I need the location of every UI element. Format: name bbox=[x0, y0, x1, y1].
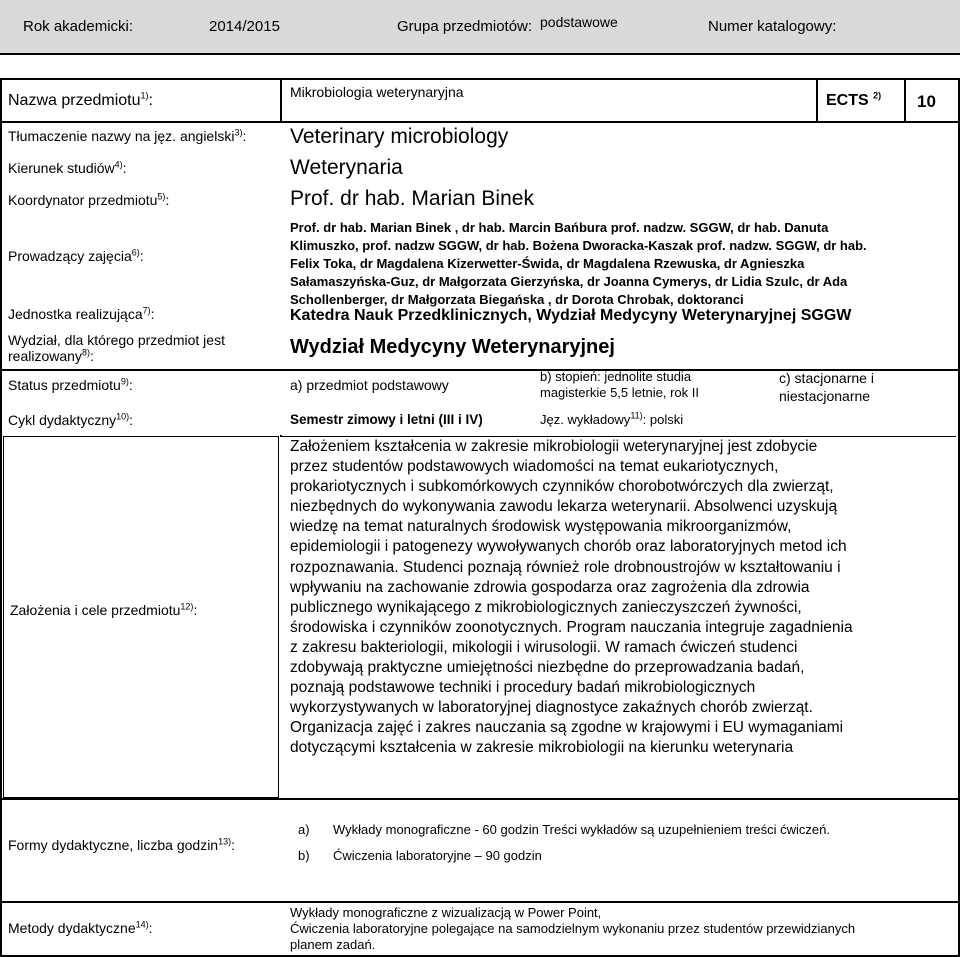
teachers-line: Prof. dr hab. Marian Binek , dr hab. Marcin Bańbura prof. nadzw. SGGW, dr hab. Danuta bbox=[290, 220, 829, 235]
status-label: Status przedmiotu$^{9)}$: bbox=[8, 376, 133, 393]
teachers-line: Schollenberger, dr Małgorzata Biegańska , dr Dorota Chrobak, doktoranci bbox=[290, 292, 744, 307]
cycle-value: Semestr zimowy i letni (III i IV) bbox=[290, 412, 483, 427]
catalog-label: Numer katalogowy: bbox=[708, 18, 837, 35]
forms-item-b: b) Ćwiczenia laboratoryjne – 90 godzin bbox=[298, 848, 542, 863]
year-label: Rok akademicki: bbox=[23, 18, 134, 35]
course-name-value: Mikrobiologia weterynaryjna bbox=[290, 84, 464, 100]
status-b: b) stopień: jednolite studia magisterkie 5,5 letnie, rok II bbox=[540, 369, 699, 400]
course-name-label: Nazwa przedmiotu$^{1)}$: bbox=[8, 90, 153, 109]
faculty-label: Wydział, dla którego przedmiot jest realizowany$^{8)}$: bbox=[8, 332, 225, 364]
goals-line: Organizacja zajęć i zakres nauczania są zgodne w krajowymi i EU wymaganiami bbox=[290, 719, 844, 737]
goals-label: Założenia i cele przedmiotu$^{12)}$: bbox=[10, 601, 198, 618]
teachers-label: Prowadzący zajęcia$^{6)}$: bbox=[8, 247, 144, 264]
goals-line: Założeniem kształcenia w zakresie mikrobiologii weterynaryjnej jest zdobycie bbox=[290, 438, 818, 455]
rule bbox=[0, 901, 960, 903]
goals-line: wiedzę na temat naturalnych środowisk występowania mikroorganizmów, bbox=[290, 518, 792, 536]
forms-label: Formy dydaktyczne, liczba godzin$^{13)}$: bbox=[8, 836, 235, 853]
group-value: podstawowe bbox=[540, 14, 618, 30]
year-value: 2014/2015 bbox=[209, 18, 280, 35]
methods-text: Wykłady monograficzne z wizualizacją w Power Point, Ćwiczenia laboratoryjne polegające na samodzielnym wykonaniu przez studentów przewidzianych planem zadań. bbox=[290, 905, 856, 952]
header-bar bbox=[0, 0, 960, 55]
goals-line: dotyczącymi kształcenia w zakresie mikrobiologii na kierunku weterynaria bbox=[290, 739, 794, 757]
goals-text bbox=[290, 437, 853, 759]
rule bbox=[280, 78, 282, 122]
lang-info: Jęz. wykładowy$^{11)}$: polski bbox=[540, 410, 684, 427]
goals-line: środowiska i czynników zoonotycznych. Program nauczania integruje zagadnienia bbox=[290, 618, 853, 636]
rule bbox=[816, 78, 818, 122]
coordinator-label: Koordynator przedmiotu$^{5)}$: bbox=[8, 191, 170, 208]
goals-line: prokariotycznych i subkomórkowych czynników chorobotwórczych dla zwierząt, bbox=[290, 478, 834, 496]
field-label: Kierunek studiów$^{4)}$: bbox=[8, 159, 127, 176]
rule bbox=[904, 78, 906, 122]
unit-label: Jednostka realizująca$^{7)}$: bbox=[8, 305, 155, 322]
rule bbox=[0, 798, 960, 800]
forms-item-a: a) Wykłady monograficzne - 60 godzin Treści wykładów są uzupełnieniem treści ćwiczeń. bbox=[298, 822, 830, 837]
goals-line: przez studentów podstawowych wiadomości na temat eukariotycznych, bbox=[290, 458, 779, 476]
goals-line: publicznego wynikającego z mikrobiologicznych zanieczyszczeń żywności, bbox=[290, 598, 802, 616]
rule bbox=[0, 78, 2, 957]
ects-value: 10 bbox=[917, 92, 936, 111]
field-value: Weterynaria bbox=[290, 156, 403, 179]
teachers-list bbox=[290, 219, 867, 309]
cycle-label: Cykl dydaktyczny$^{10)}$: bbox=[8, 411, 134, 428]
methods-label: Metody dydaktyczne$^{14)}$: bbox=[8, 919, 153, 936]
teachers-line: Klimuszko, prof. nadzw SGGW, dr hab. Bożena Dworacka-Kaszak prof. nadzw. SGGW, dr hab. bbox=[290, 238, 867, 253]
goals-line: wpływaniu na zachowanie zdrowia gospodarza oraz zagrożenia dla zdrowia bbox=[290, 578, 810, 596]
teachers-line: Sałamaszyńska-Guz, dr Małgorzata Gierzyńska, dr Joanna Cymerys, dr Lidia Szulc, dr Ada bbox=[290, 274, 848, 289]
teachers-line: Felix Toka, dr Magdalena Kizerwetter-Świda, dr Magdalena Rzewuska, dr Agnieszka bbox=[290, 256, 805, 271]
translation-label: Tłumaczenie nazwy na jęz. angielski$^{3)}$: bbox=[8, 127, 247, 144]
faculty-value: Wydział Medycyny Weterynaryjnej bbox=[290, 336, 615, 358]
goals-line: niezbędnych do wykonywania zawodu lekarza weterynarii. Absolwenci uzyskują bbox=[290, 498, 838, 516]
ects-label: ECTS $^{2)}$ bbox=[826, 90, 882, 109]
goals-line: z zakresu bakteriologii, mikologii i wirusologii. W ramach ćwiczeń studenci bbox=[290, 638, 798, 656]
goals-line: poznają podstawowe techniki i procedury badań mikrobiologicznych bbox=[290, 679, 756, 697]
goals-line: epidemiologii i patogenezy wywoływanych chorób oraz laboratoryjnych metod ich bbox=[290, 538, 847, 556]
goals-line: zdobywają praktyczne umiejętności niezbędne do przeprowadzania badań, bbox=[290, 659, 805, 677]
goals-line: wykorzystywanych w laboratoryjnej diagnostyce zakaźnych chorób zwierząt. bbox=[290, 699, 813, 717]
group-label: Grupa przedmiotów: bbox=[397, 18, 533, 35]
status-c: c) stacjonarne i niestacjonarne bbox=[779, 370, 874, 404]
unit-value: Katedra Nauk Przedklinicznych, Wydział Medycyny Weterynaryjnej SGGW bbox=[290, 307, 852, 324]
goals-line: rozpoznawania. Studenci poznają również role drobnoustrojów w kształtowaniu i bbox=[290, 558, 841, 576]
translation-value: Veterinary microbiology bbox=[290, 125, 509, 148]
coordinator-value: Prof. dr hab. Marian Binek bbox=[290, 187, 534, 210]
status-a: a) przedmiot podstawowy bbox=[290, 377, 449, 393]
